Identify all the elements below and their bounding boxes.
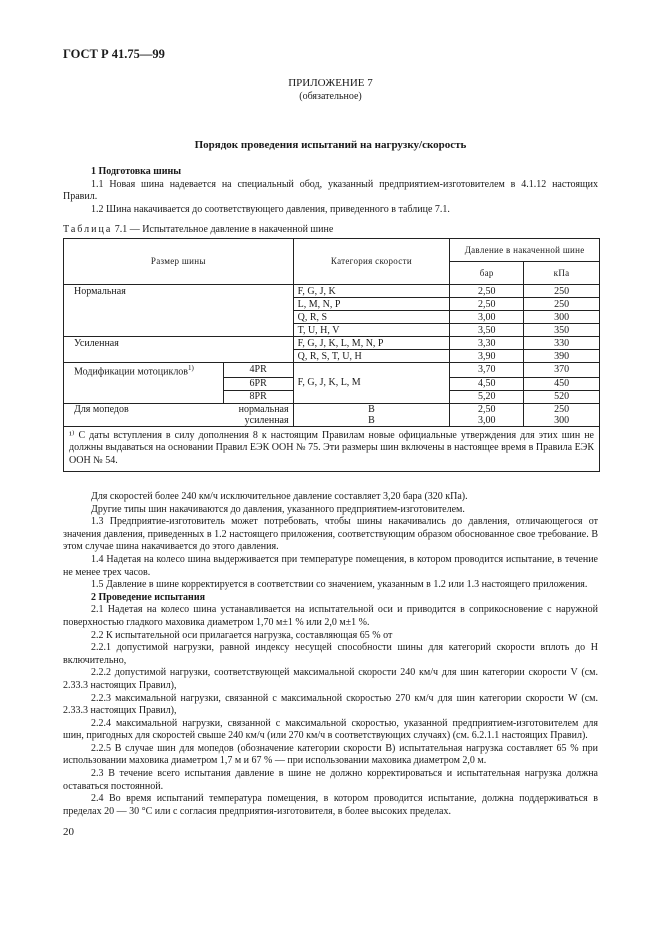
moto-kpa-2: 450: [524, 377, 600, 390]
header-speed-category: Категория скорости: [293, 239, 450, 285]
paragraph-2-2-2: 2.2.2 допустимой нагрузки, соответствующей максимальной скорости 240 км/ч для шин категории скорости V (см. 2.33.3 настоящих Правил),: [63, 667, 598, 691]
moto-ply-4: 4PR: [223, 363, 293, 378]
moped-bar-1: 2,50: [477, 403, 496, 415]
normal-bar-2: 2,50: [450, 298, 524, 311]
normal-kpa-3: 300: [524, 311, 600, 324]
moto-kpa-3: 520: [524, 390, 600, 403]
paragraph-other-types: Другие типы шин накачиваются до давления, указанного предприятием-изготовителем.: [91, 503, 465, 515]
paragraph-1-5: 1.5 Давление в шине корректируется в соответствии со значением, указанным в 1.2 или 1.3 настоящего приложения.: [91, 579, 588, 591]
paragraph-1-2: 1.2 Шина накачивается до соответствующего давления, приведенного в таблице 7.1.: [91, 203, 450, 215]
header-bar: бар: [450, 262, 524, 285]
moped-kpa-1: 250: [554, 403, 570, 415]
moto-kpa-1: 370: [524, 363, 600, 378]
header-tire-size: Размер шины: [64, 239, 294, 285]
paragraph-2-2: 2.2 К испытательной оси прилагается нагрузка, составляющая 65 % от: [91, 629, 393, 641]
paragraph-1-1: 1.1 Новая шина надевается на специальный обод, указанный предприятием-изготовителем в 4.1.12 настоящих Правил.: [63, 178, 598, 203]
row-label-spacer: [64, 298, 294, 311]
paragraph-2-2-5: 2.2.5 В случае шин для мопедов (обозначение категории скорости B) испытательная нагрузка составляет 65 % при использовании маховика диаметром 1,7 м и 67 % — при использовании маховика диаметром 2,0 м.: [63, 742, 598, 767]
moped-subtypes: [239, 404, 289, 426]
section-2-heading: 2 Проведение испытания: [91, 591, 205, 603]
pressure-table: [63, 238, 600, 472]
document-title: Порядок проведения испытаний на нагрузку/скорость: [194, 139, 467, 151]
moto-bar-1: 3,70: [450, 363, 524, 378]
moped-bar-cell: [450, 403, 524, 426]
section-1-heading: 1 Подготовка шины: [91, 166, 182, 177]
row-label-normal: Нормальная: [64, 285, 294, 298]
row-label-moto: [64, 363, 224, 378]
normal-bar-4: 3,50: [450, 324, 524, 337]
paragraph-2-2-1: 2.2.1 допустимой нагрузки, равной индексу несущей способности шины для категорий скорости вплоть до H включительно,: [63, 642, 598, 666]
moped-speed-1: B: [368, 403, 375, 415]
normal-speed-1: F, G, J, K: [293, 285, 450, 298]
moto-bar-2: 4,50: [450, 377, 524, 390]
table-caption-text: 7.1 — Испытательное давление в накаченной шине: [114, 224, 334, 235]
moped-normal: нормальная: [238, 403, 289, 415]
moped-kpa-cell: [524, 403, 600, 426]
moto-speed: F, G, J, K, L, M: [293, 363, 450, 404]
normal-kpa-1: 250: [524, 285, 600, 298]
header-kpa: кПа: [524, 262, 600, 285]
section-1: [63, 166, 598, 216]
paragraph-1-3: 1.3 Предприятие-изготовитель может потребовать, чтобы шины накачивались до давления, отличающегося от значения давления, приведенных в 1.2 настоящего приложения, соответствующим образом обоснованное свое требование. В этом случае шина накачивается до этого давления.: [63, 516, 598, 553]
reinforced-kpa-1: 330: [524, 337, 600, 350]
paragraph-2-1: 2.1 Надетая на колесо шина устанавливается на испытательной оси и приводится в соприкосновение с наружной поверхностью гладкого маховика диаметром 1,70 м±1 % или 2,0 м±1 %.: [63, 604, 598, 628]
table-footnote: ¹⁾ С даты вступления в силу дополнения 8 к настоящим Правилам новые официальные утверждения для этих шин не должны выдаваться на основании Правил ЕЭК ООН № 75. Эти размеры шин включены в настоящее время в Правила ЕЭК ООН № 54.: [64, 426, 600, 471]
normal-kpa-4: 350: [524, 324, 600, 337]
body-text: [63, 491, 598, 818]
normal-bar-3: 3,00: [450, 311, 524, 324]
row-label-reinforced: Усиленная: [64, 337, 294, 350]
paragraph-2-2-3: 2.2.3 максимальной нагрузки, связанной с максимальной скоростью 270 км/ч для шин категории скорости W (см. 2.33.3 настоящих Правил),: [63, 692, 598, 717]
reinforced-speed-2: Q, R, S, T, U, H: [293, 350, 450, 363]
normal-speed-4: T, U, H, V: [293, 324, 450, 337]
moped-bar-2: 3,00: [477, 414, 496, 426]
reinforced-kpa-2: 390: [524, 350, 600, 363]
paragraph-1-4: 1.4 Надетая на колесо шина выдерживается при температуре помещения, в котором проводится испытание, в течение не менее трех часов.: [63, 553, 598, 578]
row-label-spacer: [64, 311, 294, 324]
row-label-spacer: [64, 350, 294, 363]
appendix-subtitle: (обязательное): [299, 91, 362, 102]
moto-ply-8: 8PR: [223, 390, 293, 403]
appendix-title: ПРИЛОЖЕНИЕ 7: [288, 77, 373, 89]
paragraph-2-3: 2.3 В течение всего испытания давление в шине не должно корректироваться и испытательная нагрузка должна оставаться постоянной.: [63, 768, 598, 792]
moto-label: Модификации мотоциклов: [74, 366, 189, 378]
moped-speed-cell: [293, 403, 450, 426]
row-label-spacer: [64, 324, 294, 337]
moped-kpa-2: 300: [554, 414, 570, 426]
reinforced-bar-1: 3,30: [450, 337, 524, 350]
moped-label: Для мопедов: [74, 403, 129, 415]
normal-speed-3: Q, R, S: [293, 311, 450, 324]
reinforced-speed-1: F, G, J, K, L, M, N, P: [293, 337, 450, 350]
row-label-spacer: [64, 377, 224, 390]
page-number: 20: [63, 826, 74, 838]
header-pressure: Давление в накаченной шине: [450, 239, 600, 262]
normal-kpa-2: 250: [524, 298, 600, 311]
paragraph-2-2-4: 2.2.4 максимальной нагрузки, связанной с максимальной скоростью, указанной предприятием-изготовителем для шин, пригодных для скоростей свыше 240 км/ч (или 270 км/ч в соответствующих случаях) (см. 6.2.1.1 настоящих Правил).: [63, 717, 598, 742]
moped-speed-2: B: [368, 414, 375, 426]
paragraph-2-4: 2.4 Во время испытаний температура помещения, в котором проводится испытание, должна поддерживаться в пределах 20 — 30 °С или с согласия предприятия-изготовителя, в более высоких пределах.: [63, 793, 598, 817]
row-label-spacer: [64, 390, 224, 403]
document-header: ГОСТ Р 41.75—99: [63, 47, 165, 61]
normal-bar-1: 2,50: [450, 285, 524, 298]
table-caption-label: Таблица: [63, 224, 113, 235]
normal-speed-2: L, M, N, P: [293, 298, 450, 311]
moto-bar-3: 5,20: [450, 390, 524, 403]
moto-footnote-mark: 1): [188, 364, 194, 372]
appendix-heading: [0, 77, 661, 103]
moto-ply-6: 6PR: [223, 377, 293, 390]
reinforced-bar-2: 3,90: [450, 350, 524, 363]
moped-reinforced: усиленная: [244, 414, 289, 426]
table-caption: [63, 224, 333, 235]
paragraph-pressure-note: Для скоростей более 240 км/ч исключительное давление составляет 3,20 бара (320 кПа).: [91, 491, 468, 502]
moped-cell: [64, 403, 294, 426]
